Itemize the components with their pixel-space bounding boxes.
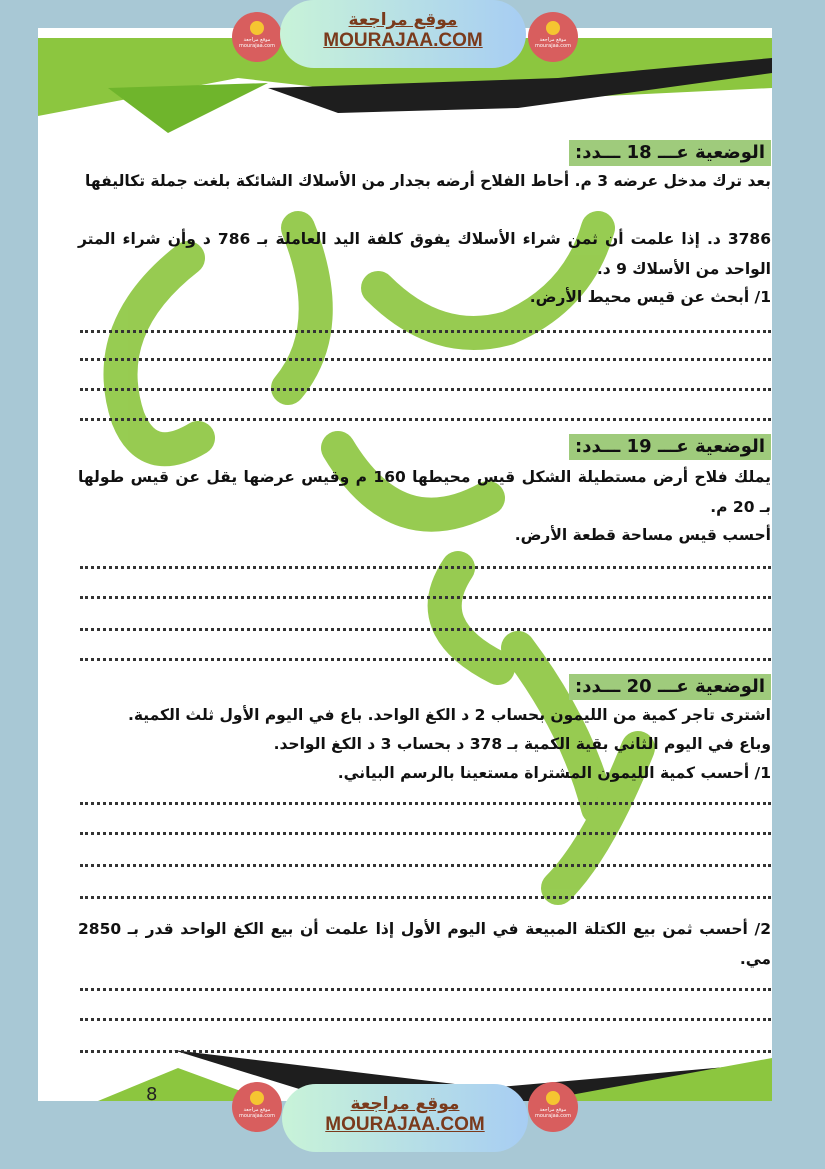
answer-line[interactable] [80,628,771,631]
answer-line[interactable] [80,330,771,333]
site-badge-right: موقع مراجعة mourajaa.com [528,12,578,62]
page-number: 8 [146,1084,158,1105]
section-18-text-1: بعد ترك مدخل عرضه 3 م. أحاط الفلاح أرضه بجدار من الأسلاك الشائكة بلغت جملة تكاليفها [85,172,771,190]
answer-line[interactable] [80,418,771,421]
book-icon [250,21,264,35]
section-18-text-2: 3786 د. إذا علمت أن ثمن شراء الأسلاك يفوق كلفة اليد العاملة بـ 786 د وأن شراء المتر الواحد من الأسلاك 9 د. [78,230,771,278]
answer-line[interactable] [80,358,771,361]
answer-line[interactable] [80,1018,771,1021]
answer-line[interactable] [80,388,771,391]
site-banner-bottom[interactable]: موقع مراجعة MOURAJAA.COM [282,1084,528,1152]
answer-line[interactable] [80,566,771,569]
answer-line[interactable] [80,988,771,991]
answer-line[interactable] [80,802,771,805]
answer-line[interactable] [80,658,771,661]
answer-line[interactable] [80,864,771,867]
site-badge-left-bottom: موقع مراجعة mourajaa.com [232,1082,282,1132]
answer-line[interactable] [80,596,771,599]
section-20-question-2: 2/ أحسب ثمن بيع الكتلة المبيعة في اليوم الأول إذا علمت أن بيع الكغ الواحد قدر بـ 2850 مي. [78,920,771,968]
answer-line[interactable] [80,1050,771,1053]
book-icon [546,1091,560,1105]
section-18-question: 1/ أبحث عن قيس محيط الأرض. [529,288,771,306]
section-20-question-1: 1/ أحسب كمية الليمون المشتراة مستعينا بالرسم البياني. [337,764,771,782]
section-20-text-1: اشترى تاجر كمية من الليمون بحساب 2 د الكغ الواحد. باع في اليوم الأول ثلث الكمية. [127,706,771,724]
section-title-18: الوضعية عـــ 18 ـــدد: [569,140,771,166]
section-19-text-1: يملك فلاح أرض مستطيلة الشكل قيس محيطها 160 م وقيس عرضها يقل عن قيس طولها بـ 20 م. [78,468,771,516]
site-badge-right-bottom: موقع مراجعة mourajaa.com [528,1082,578,1132]
book-icon [546,21,560,35]
section-20-text-2: وباع في اليوم الثاني بقية الكمية بـ 378 د بحساب 3 د الكغ الواحد. [273,735,771,753]
answer-line[interactable] [80,832,771,835]
section-19-question: أحسب قيس مساحة قطعة الأرض. [514,526,771,544]
site-banner-top[interactable]: موقع مراجعة MOURAJAA.COM [280,0,526,68]
answer-line[interactable] [80,896,771,899]
book-icon [250,1091,264,1105]
site-badge-left: موقع مراجعة mourajaa.com [232,12,282,62]
section-title-19: الوضعية عـــ 19 ـــدد: [569,434,771,460]
section-title-20: الوضعية عـــ 20 ـــدد: [569,674,771,700]
